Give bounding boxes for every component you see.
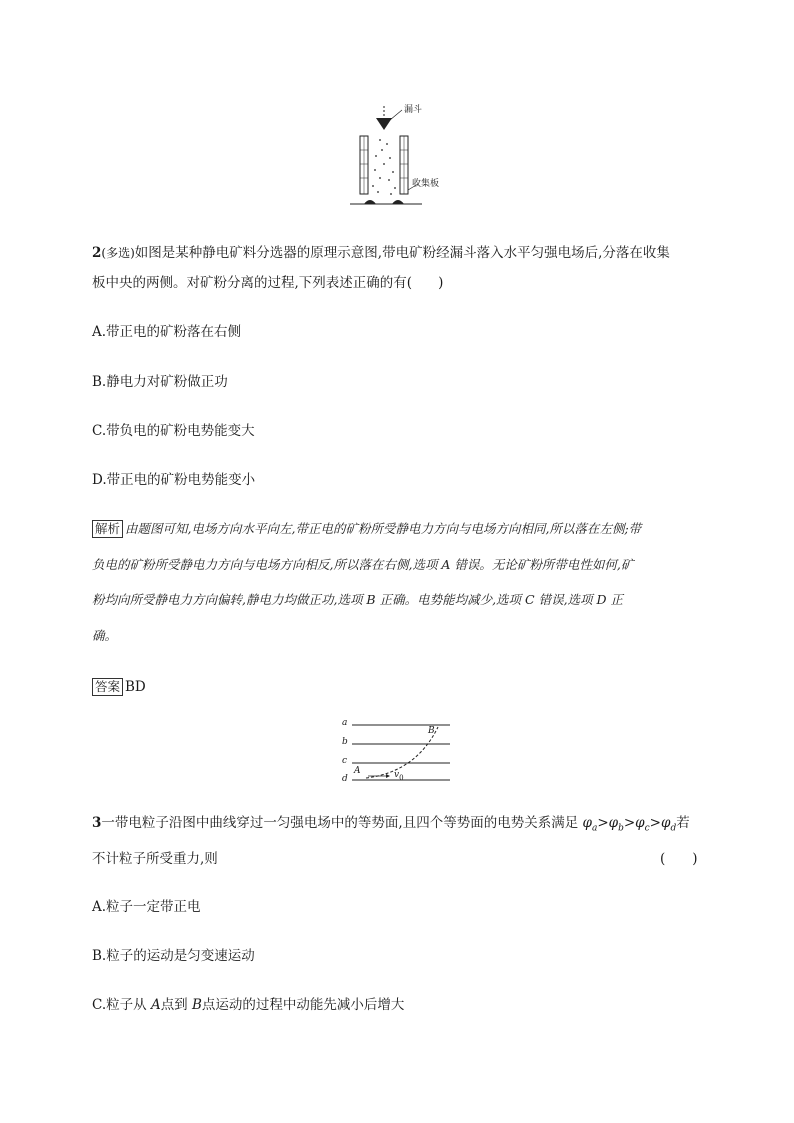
option-d: D.带正电的矿粉电势能变小 xyxy=(92,472,256,488)
question-number: 3 xyxy=(92,815,102,831)
analysis-line-1: 解析 由题图可知,电场方向水平向左,带正电的矿粉所受静电力方向与电场方向相同,所以落在左侧;带 xyxy=(92,519,641,539)
answer-paren-close: ) xyxy=(438,275,444,291)
question-number: 2 xyxy=(92,245,102,261)
line-label-d: d xyxy=(342,774,348,784)
option-a: A.带正电的矿粉落在右侧 xyxy=(92,324,242,340)
separator-figure xyxy=(340,100,460,212)
potential-relation: $\varphi_a>\varphi_b>\varphi_c>\varphi_d$ xyxy=(582,815,677,834)
q3-option-a: A.粒子一定带正电 xyxy=(92,899,201,915)
answer-tag: 答案 xyxy=(92,678,123,696)
analysis-line-4: 确。 xyxy=(92,628,118,643)
analysis-tag: 解析 xyxy=(92,520,123,538)
analysis-line-2: 负电的矿粉所受静电力方向与电场方向相反,所以落在右侧,选项 A 错误。无论矿粉所带电性如何,矿 xyxy=(92,557,634,572)
point-b-label: B xyxy=(428,726,435,736)
q3-option-c: C.粒子从 A点到 B点运动的过程中动能先减小后增大 xyxy=(92,997,405,1013)
funnel-shape xyxy=(376,118,392,130)
collector-plate-label: 收集板 xyxy=(412,179,440,189)
line-label-a: a xyxy=(342,718,348,728)
line-label-b: b xyxy=(342,737,348,747)
funnel-label: 漏斗 xyxy=(404,105,423,115)
q3-option-b: B.粒子的运动是匀变速运动 xyxy=(92,948,255,964)
question-3-line-1: 一带电粒子沿图中曲线穿过一匀强电场中的等势面,且四个等势面的电势关系满足 xyxy=(101,815,579,831)
option-b: B.静电力对矿粉做正功 xyxy=(92,374,228,390)
line-label-c: c xyxy=(342,756,348,766)
answer-line xyxy=(92,677,146,697)
question-3-line-2: 不计粒子所受重力,则 xyxy=(92,851,218,867)
question-2-stem xyxy=(92,243,670,263)
multi-select-tag: (多选) xyxy=(101,246,135,260)
option-c: C.带负电的矿粉电势能变大 xyxy=(92,423,255,439)
point-a-label: A xyxy=(354,766,361,776)
equipotential-figure xyxy=(338,716,456,788)
answer-value: BD xyxy=(125,679,146,695)
question-3-stem: 3一带电粒子沿图中曲线穿过一匀强电场中的等势面,且四个等势面的电势关系满足 $\varphi_a>\varphi_b>\varphi_c>\varphi_d$若 xyxy=(92,815,690,834)
velocity-label: $v_0$ xyxy=(394,770,404,782)
question-3-answer-paren: ( ) xyxy=(660,851,698,867)
separator-diagram xyxy=(340,100,460,212)
question-2-line-1: 如图是某种静电矿料分选器的原理示意图,带电矿粉经漏斗落入水平匀强电场后,分落在收集 xyxy=(134,245,670,261)
question-2-line-2: 板中央的两侧。对矿粉分离的过程,下列表述正确的有( ) xyxy=(92,275,444,291)
analysis-line-3: 粉均向所受静电力方向偏转,静电力均做正功,选项 B 正确。电势能均减少,选项 C 错误,选项 D 正 xyxy=(92,592,624,607)
